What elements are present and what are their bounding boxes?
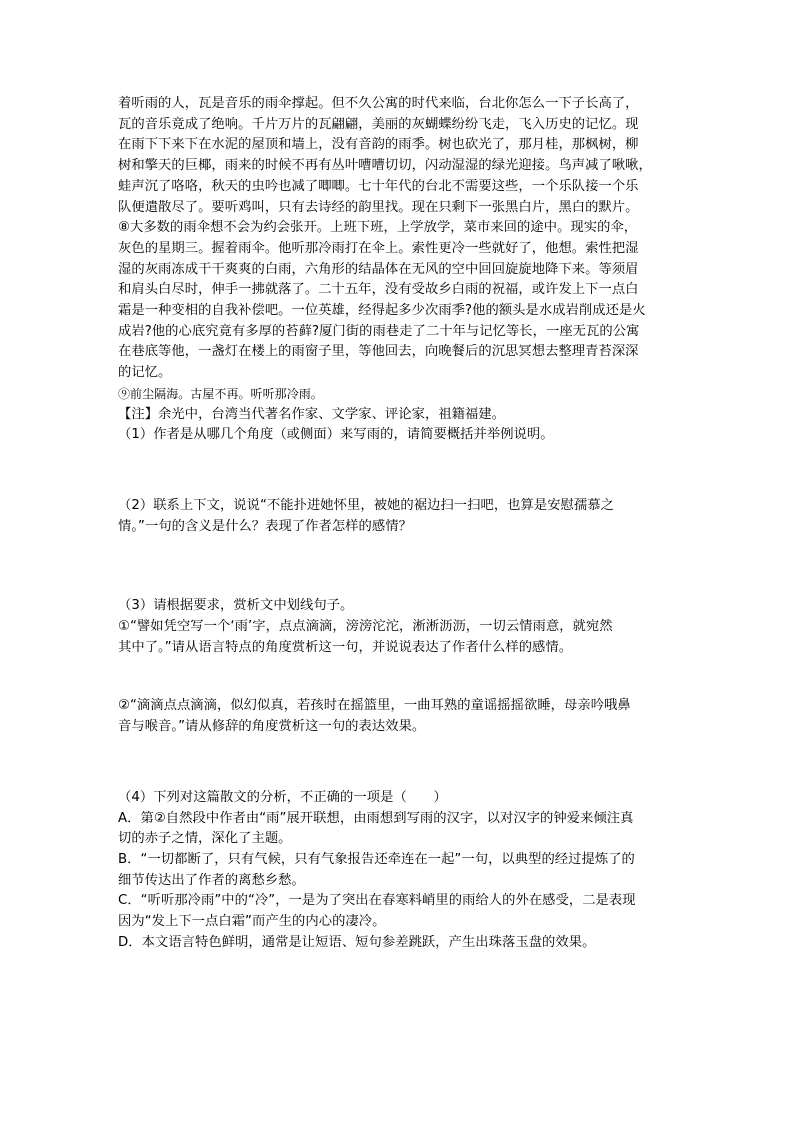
passage-line: 的记忆。 (118, 365, 172, 381)
option-a (118, 809, 704, 850)
passage-line: ⑧大多数的雨伞想不会为约会张开。上班下班，上学放学，菜市来回的途中。现实的伞， (118, 220, 638, 236)
passage-line: 灰色的星期三。握着雨伞。他听那冷雨打在伞上。索性更冷一些就好了，他想。索性把湿 (118, 240, 639, 256)
question-3a-line: 其中了。”请从语言特点的角度赏析这一句，并说说表达了作者什么样的感情。 (118, 639, 573, 655)
option-d: D．本文语言特色鲜明，通常是让短语、短句参差跳跃，产生出珠落玉盘的效果。 (118, 934, 596, 950)
passage-line: 湿的灰雨冻成干干爽爽的白雨，六角形的结晶体在无风的空中回回旋旋地降下来。等须眉 (118, 261, 639, 277)
passage-closing: ⑨前尘隔海。古屋不再。听听那冷雨。 (118, 386, 323, 401)
passage-line: 树和擎天的巨椰，雨来的时候不再有丛叶嘈嘈切切，闪动湿湿的绿光迎接。鸟声减了啾啾， (118, 158, 652, 174)
document-content (118, 94, 704, 954)
passage-line: 在雨下下来下在水泥的屋顶和墙上，没有音韵的雨季。树也砍光了，那月桂，那枫树，柳 (118, 137, 639, 153)
question-3a (118, 617, 704, 658)
question-3-intro: （3）请根据要求，赏析文中划线句子。 (118, 598, 354, 614)
question-3b-line: 音与喉音。”请从修辞的角度赏析这一句的表达效果。 (118, 719, 426, 735)
question-4 (118, 788, 704, 954)
question-4-stem: （4）下列对这篇散文的分析，不正确的一项是（ ） (118, 789, 447, 805)
option-b-line: B．“一切都断了，只有气候，只有气象报告还牵连在一起”一句，以典型的经过提炼了的 (118, 851, 635, 867)
passage-text (118, 94, 704, 405)
option-a-line: 切的赤子之情，深化了主题。 (118, 831, 292, 847)
passage-line: 队便遣散尽了。要听鸡叫，只有去诗经的韵里找。现在只剩下一张黑白片，黑白的默片。 (118, 199, 639, 215)
option-c-line: C．“听听那冷雨”中的“冷”，一是为了突出在春寒料峭里的雨给人的外在感受，二是表现 (118, 893, 636, 909)
question-3b-line: ②“滴滴点点滴滴，似幻似真，若孩时在摇篮里，一曲耳熟的童谣摇摇欲睡，母亲吟哦鼻 (118, 698, 631, 714)
passage-line: 和肩头白尽时，伸手一拂就落了。二十五年，没有受故乡白雨的祝福，或许发上下一点白 (118, 282, 639, 298)
question-3b (118, 696, 704, 737)
option-c-line: 因为“发上下一点白霜”而产生的内心的凄冷。 (118, 914, 386, 930)
passage-line: 成岩?他的心底究竟有多厚的苔藓?厦门街的雨巷走了二十年与记忆等长，一座无瓦的公寓 (118, 323, 640, 339)
question-2-line: 情。”一句的含义是什么？表现了作者怎样的感情？ (118, 518, 412, 534)
passage-line: 蛙声沉了咯咯，秋天的虫吟也减了唧唧。七十年代的台北不需要这些，一个乐队接一个乐 (118, 178, 639, 194)
answer-space-3a (118, 658, 704, 696)
option-a-line: A．第②自然段中作者由“雨”展开联想，由雨想到写雨的汉字，以对汉字的钟爱来倾注真 (118, 810, 634, 826)
option-c (118, 891, 704, 932)
question-3a-line: ①“譬如凭空写一个‘雨’字，点点滴滴，滂滂沱沱，淅淅沥沥，一切云情雨意，就宛然 (118, 619, 613, 635)
passage-line: 着听雨的人，瓦是音乐的雨伞撑起。但不久公寓的时代来临，台北你怎么一下子长高了， (118, 96, 639, 111)
question-2-line: （2）联系上下文，说说“不能扑进她怀里，被她的裾边扫一扫吧，也算是安慰孺慕之 (118, 497, 614, 513)
passage-line: 在巷底等他，一盏灯在楼上的雨窗子里，等他回去，向晚餐后的沉思冥想去整理青苔深深 (118, 344, 639, 360)
question-1: （1）作者是从哪几个角度（或侧面）来写雨的，请简要概括并举例说明。 (118, 427, 554, 443)
option-b-line: 细节传达出了作者的离愁乡愁。 (118, 872, 305, 888)
answer-space-2 (118, 537, 704, 596)
question-2 (118, 496, 704, 537)
option-b (118, 850, 704, 891)
passage-line: 瓦的音乐竟成了绝响。千片万片的瓦翩翩，美丽的灰蝴蝶纷纷飞走，飞入历史的记忆。现 (118, 116, 639, 132)
answer-space-1 (118, 446, 704, 496)
author-note: 【注】余光中，台湾当代著名作家、文学家、评论家，祖籍福建。 (118, 406, 506, 422)
passage-line: 霜是一种变相的自我补偿吧。一位英雄，经得起多少次雨季?他的额头是水成岩削成还是火 (118, 303, 646, 319)
answer-space-3b (118, 738, 704, 788)
